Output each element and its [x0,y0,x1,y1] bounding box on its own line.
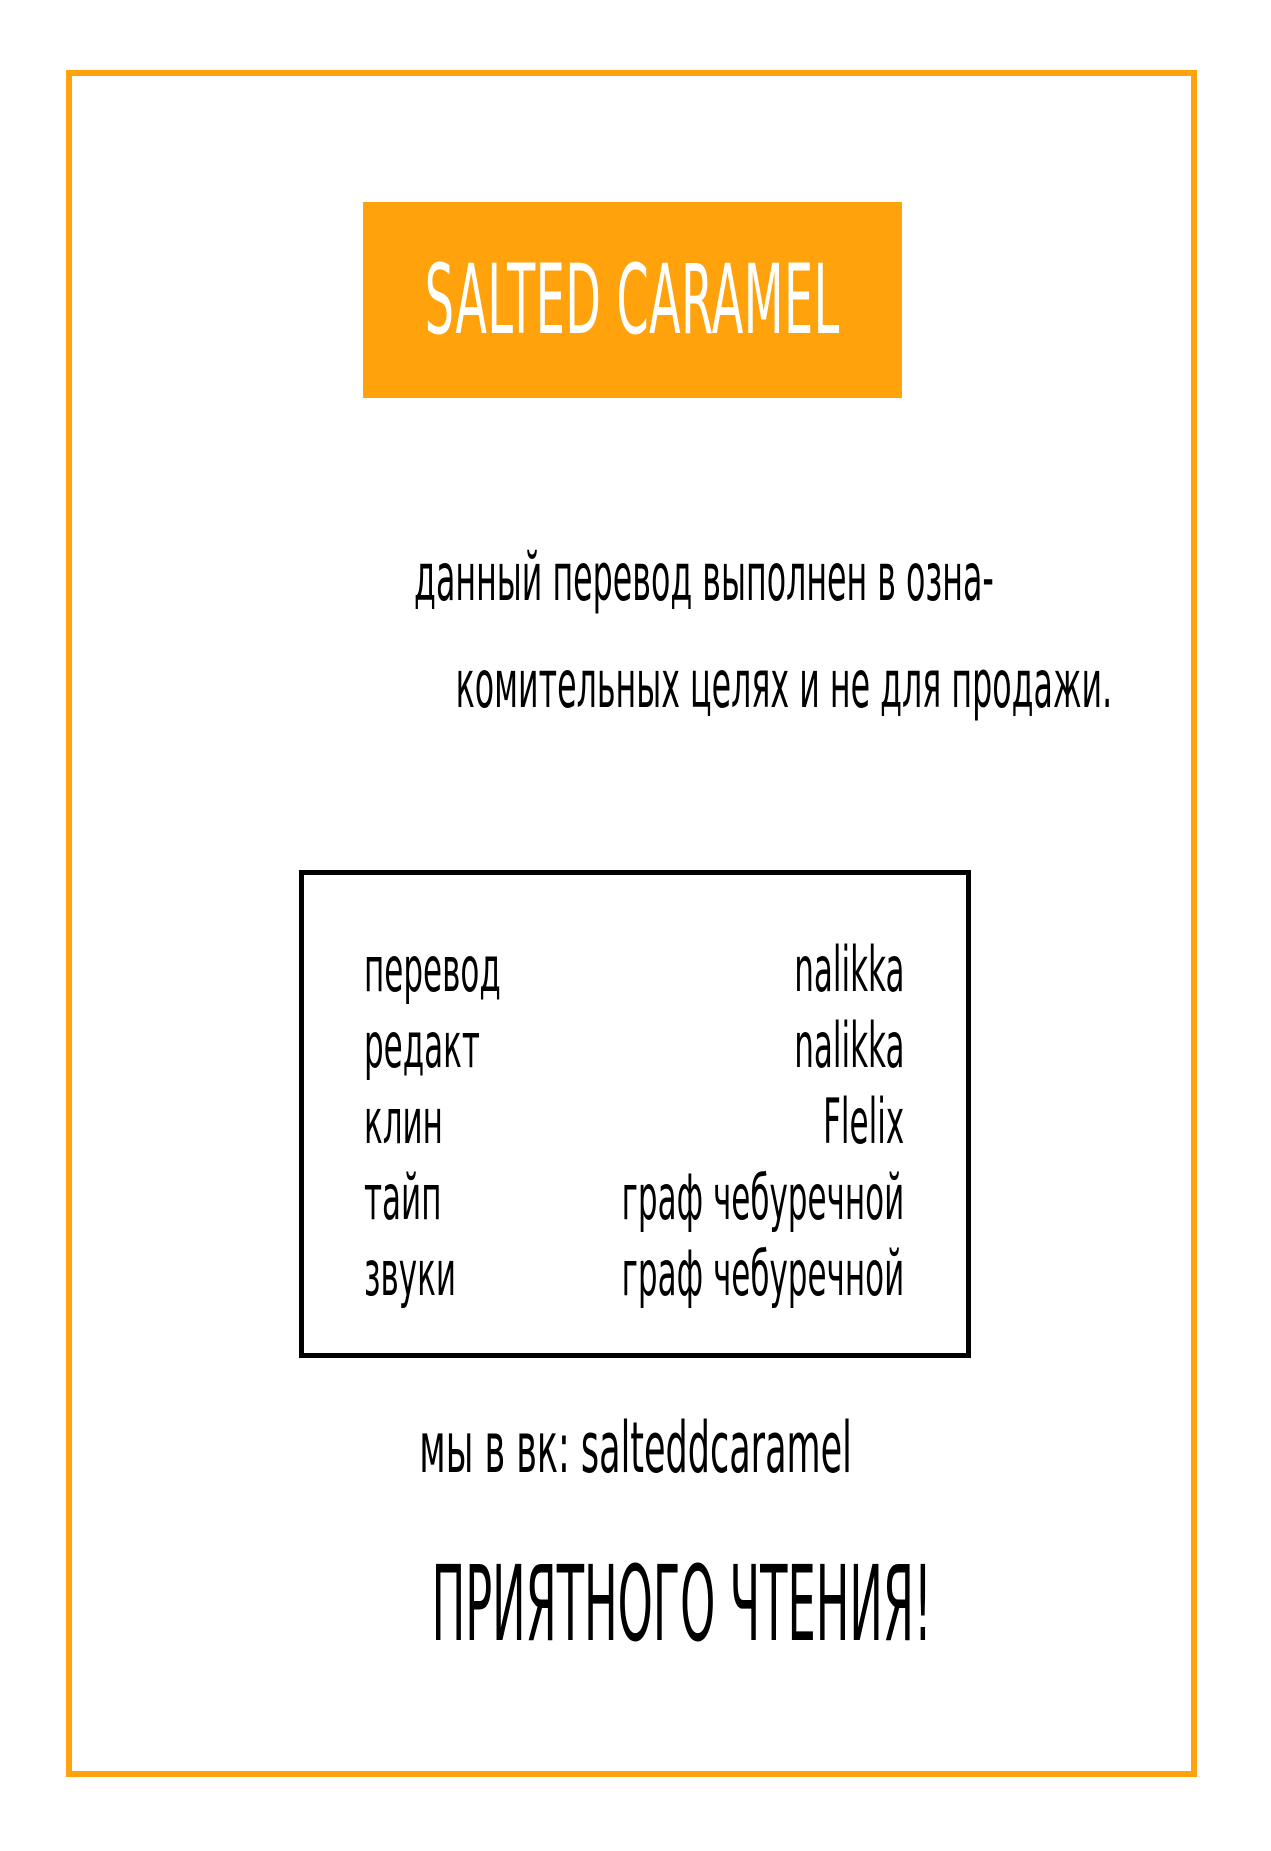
social-link [100,1407,1171,1489]
disclaimer-line-2 [100,646,1171,723]
credit-row-edit [364,1009,904,1085]
credit-name: nalikka [793,1009,904,1082]
title-text: SALTED CARAMEL [425,244,840,356]
disclaimer-line-2-text: комительных целях и не для продажи. [455,646,1113,723]
credit-role: редакт [364,1009,480,1082]
credit-row-clean [364,1085,904,1161]
disclaimer-line-1-text: данный перевод выполнен в озна- [414,539,994,616]
credit-row-sounds [364,1237,904,1313]
credit-name: граф чебуречной [621,1161,904,1234]
credit-role: перевод [364,933,501,1006]
disclaimer-line-1 [100,539,1171,616]
credits-box [299,870,971,1358]
social-text: мы в вк: salteddcaramel [419,1407,852,1489]
greeting [100,1543,1171,1665]
credit-name: граф чебуречной [621,1237,904,1310]
credit-role: клин [364,1085,443,1158]
greeting-text: ПРИЯТНОГО ЧТЕНИЯ! [431,1543,932,1665]
credit-row-type [364,1161,904,1237]
credit-name: nalikka [793,933,904,1006]
title-banner [363,202,902,398]
credit-name: Flelix [822,1085,904,1158]
credit-row-translation [364,933,904,1009]
credit-role: звуки [364,1237,456,1310]
credit-role: тайп [364,1161,442,1234]
